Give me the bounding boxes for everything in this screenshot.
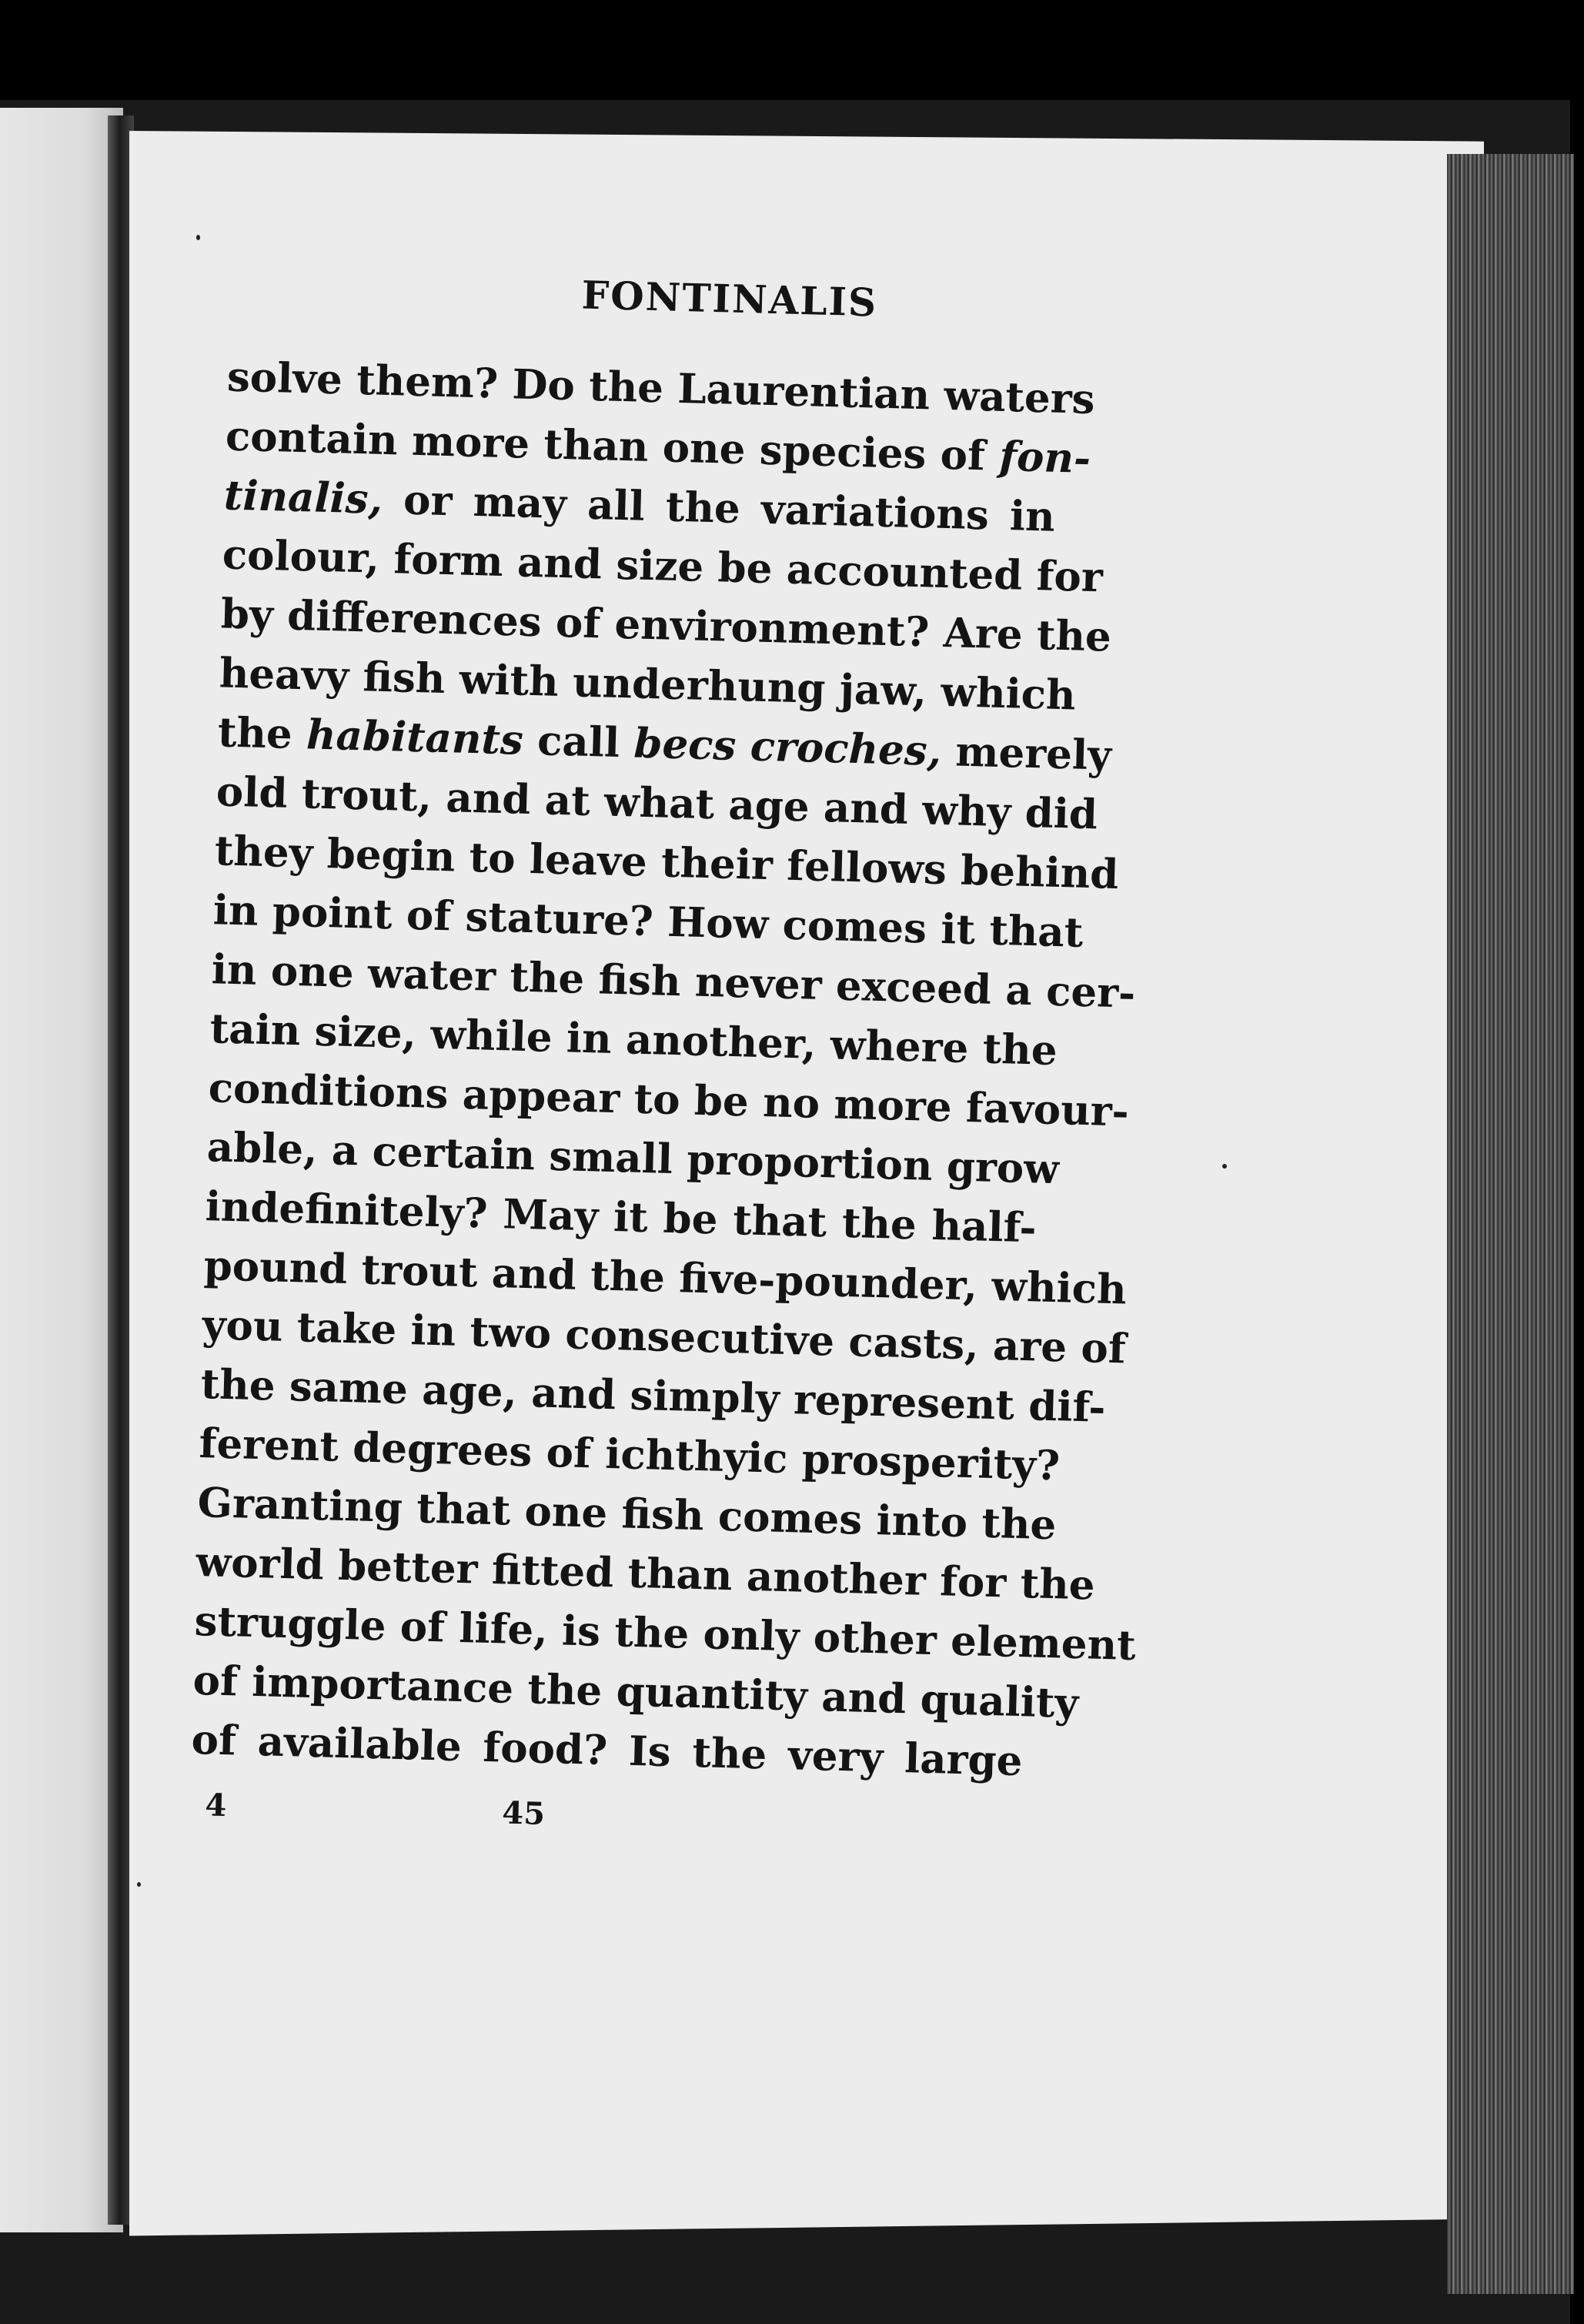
text-line: the habitants call becs croches, merely: [217, 708, 1112, 780]
text-line: Granting that one fish comes into the: [196, 1479, 1058, 1550]
text-line: world better fitted than another for the: [195, 1537, 1096, 1610]
text-line: of importance the quantity and quality: [192, 1656, 1079, 1728]
page-footer: [205, 1787, 975, 1853]
text-line: struggle of life, is the only other element: [193, 1597, 1137, 1670]
text-line: colour, form and size be accounted for: [222, 530, 1104, 602]
body-text: [190, 348, 1137, 1792]
text-line: of available food? Is the very large: [190, 1715, 1024, 1786]
text-line: ferent degrees of ichthyic prosperity?: [198, 1419, 1061, 1490]
page-text-block: [142, 231, 1278, 1914]
fore-edge-of-pages: [1447, 154, 1574, 2294]
page-number: 45: [501, 1794, 546, 1832]
left-page-edge: [0, 108, 123, 2232]
text-line: tain size, while in another, where the: [209, 1005, 1058, 1075]
text-line: contain more than one species of fon-: [225, 412, 1091, 483]
text-line: the same age, and simply represent dif-: [199, 1360, 1107, 1432]
text-line: able, a certain small proportion grow: [206, 1123, 1060, 1194]
text-line: you take in two consecutive casts, are of: [201, 1301, 1127, 1373]
text-line: solve them? Do the Laurentian waters: [226, 353, 1096, 424]
italic-term: becs croches,: [633, 719, 942, 775]
text-line: heavy fish with underhung jaw, which: [219, 649, 1077, 720]
text-line: tinalis, or may all the variations in: [223, 471, 1056, 541]
italic-term: fon-: [998, 432, 1091, 483]
text-line: pound trout and the five-pounder, which: [203, 1242, 1128, 1314]
text-line: by differences of environment? Are the: [220, 590, 1112, 661]
text-line: in point of stature? How comes it that: [212, 886, 1084, 957]
italic-term: habitants: [306, 711, 524, 764]
signature-mark: 4: [204, 1787, 227, 1824]
text-line: they begin to leave their fellows behind: [214, 827, 1120, 899]
italic-term: tinalis,: [223, 471, 383, 523]
text-line: indefinitely? May it be that the half-: [205, 1182, 1038, 1252]
running-head: FONTINALIS: [580, 272, 878, 326]
text-line: conditions appear to be no more favour-: [208, 1064, 1130, 1136]
text-line: in one water the fish never exceed a cer-: [211, 945, 1136, 1018]
dust-speck: [137, 1882, 141, 1887]
text-line: old trout, and at what age and why did: [216, 767, 1098, 839]
